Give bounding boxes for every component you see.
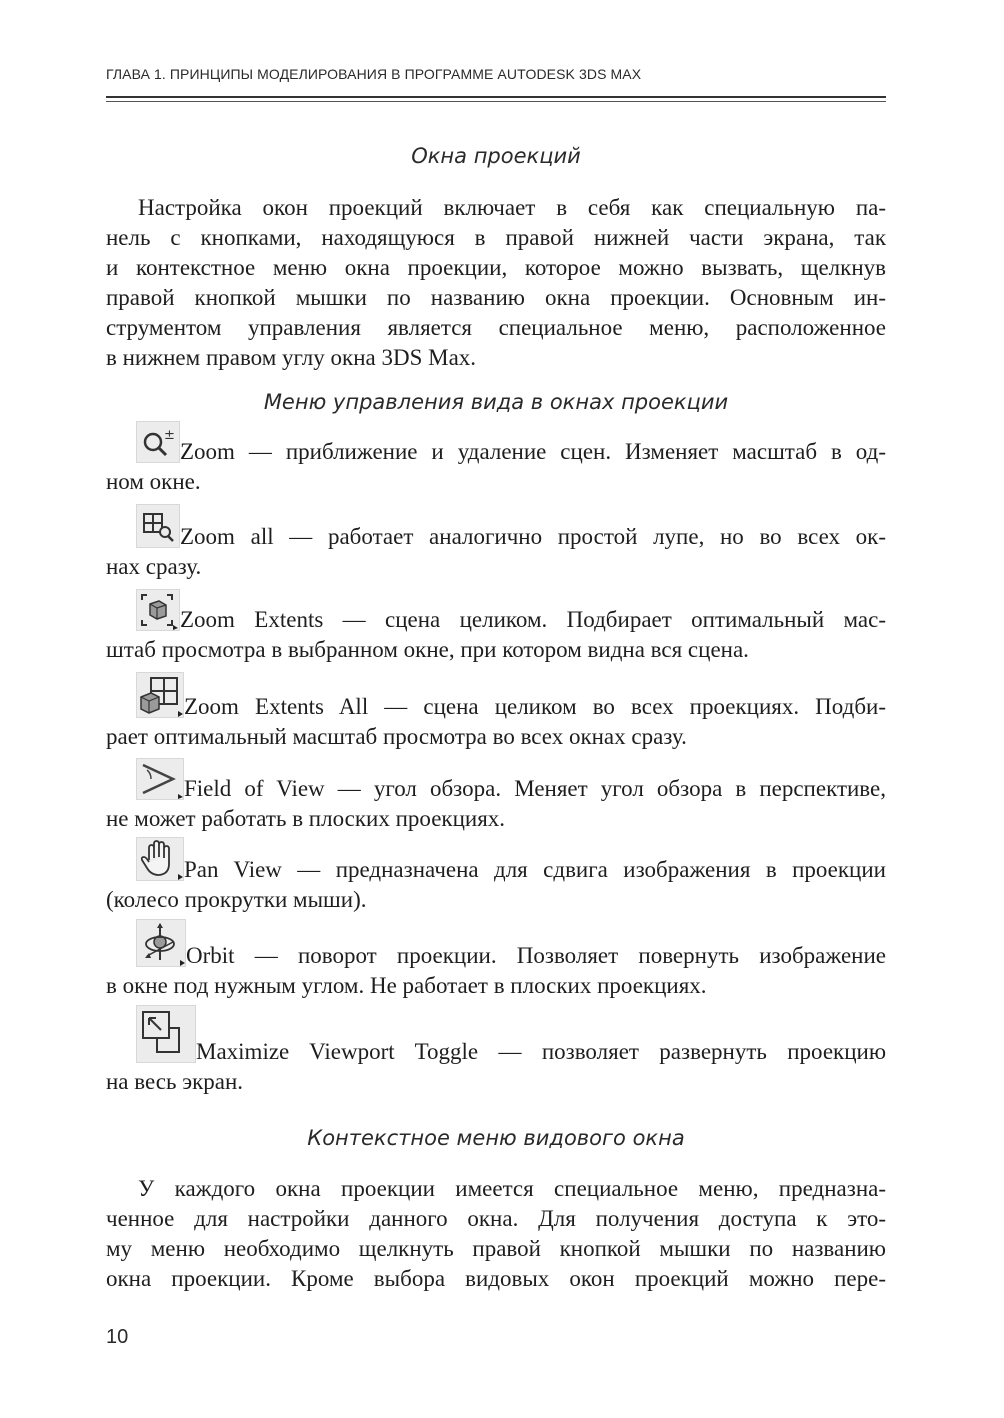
- paragraph-line: правой кнопкой мышки по названию окна проекции. Основным ин-: [106, 285, 886, 310]
- zoom-extents-all-text: Zoom Extents All — сцена целиком во всех проекциях. Подби-: [184, 694, 886, 719]
- maximize-viewport-icon: [136, 1005, 196, 1063]
- zoom-all-text: Zoom all — работает аналогично простой лупе, но во всех ок-: [180, 524, 886, 549]
- orbit-text: Orbit — поворот проекции. Позволяет повернуть изображение: [186, 943, 886, 968]
- entry-pan-view: [106, 853, 886, 915]
- paragraph-context-menu: [106, 1174, 886, 1294]
- section-heading-view-menu: Меню управления вида в окнах проекции: [263, 390, 729, 414]
- pan-view-text-cont: (колесо прокрутки мыши).: [106, 887, 367, 912]
- paragraph-line: ченное для настройки данного окна. Для получения доступа к это-: [106, 1206, 886, 1231]
- field-of-view-text: Field of View — угол обзора. Меняет угол обзора в перспективе,: [184, 776, 886, 801]
- entry-field-of-view: [106, 772, 886, 834]
- entry-zoom-extents-all: [106, 690, 886, 752]
- svg-text:±: ±: [164, 428, 175, 443]
- entry-zoom: [106, 428, 886, 497]
- paragraph-viewports: [106, 193, 886, 373]
- zoom-extents-text: Zoom Extents — сцена целиком. Подбирает оптимальный мас-: [180, 607, 886, 632]
- zoom-extents-all-text-cont: рает оптимальный масштаб просмотра во всех окнах сразу.: [106, 724, 687, 749]
- paragraph-line: струментом управления является специальное меню, расположенное: [106, 315, 886, 340]
- orbit-icon: [136, 919, 186, 967]
- entry-maximize-viewport: [106, 1035, 886, 1097]
- paragraph-line: Настройка окон проекций включает в себя как специальную па-: [138, 195, 886, 220]
- zoom-all-text-cont: нах сразу.: [106, 554, 202, 579]
- zoom-text: Zoom — приближение и удаление сцен. Изменяет масштаб в од-: [180, 439, 886, 464]
- section-heading-context-menu: Контекстное меню видового окна: [307, 1126, 685, 1150]
- section-heading-viewports: Окна проекций: [411, 144, 581, 168]
- running-header: ГЛАВА 1. ПРИНЦИПЫ МОДЕЛИРОВАНИЯ В ПРОГРАММЕ AUTODESK 3DS MAX: [106, 66, 642, 82]
- pan-view-text: Pan View — предназначена для сдвига изображения в проекции: [184, 857, 886, 882]
- zoom-extents-text-cont: штаб просмотра в выбранном окне, при котором видна вся сцена.: [106, 637, 749, 662]
- entry-zoom-all: [106, 520, 886, 582]
- paragraph-line: У каждого окна проекции имеется специальное меню, предназна-: [138, 1176, 886, 1201]
- paragraph-line: окна проекции. Кроме выбора видовых окон проекций можно пере-: [106, 1266, 886, 1291]
- header-rule-thick: [106, 96, 886, 98]
- entry-orbit: [106, 939, 886, 1001]
- zoom-icon: [136, 421, 180, 463]
- zoom-extents-icon: [136, 589, 180, 631]
- zoom-all-icon: [136, 504, 180, 548]
- maximize-viewport-text-cont: на весь экран.: [106, 1069, 244, 1094]
- orbit-text-cont: в окне под нужным углом. Не работает в плоских проекциях.: [106, 973, 707, 998]
- paragraph-line: в нижнем правом углу окна 3DS Max.: [106, 345, 477, 370]
- page-number: 10: [106, 1326, 129, 1348]
- header-rule-thin: [106, 101, 886, 102]
- field-of-view-text-cont: не может работать в плоских проекциях.: [106, 806, 506, 831]
- pan-view-icon: [136, 837, 184, 881]
- entry-zoom-extents: [106, 603, 886, 665]
- paragraph-line: нель с кнопками, находящуюся в правой нижней части экрана, так: [106, 225, 886, 250]
- paragraph-line: му меню необходимо щелкнуть правой кнопкой мышки по названию: [106, 1236, 886, 1261]
- maximize-viewport-text: Maximize Viewport Toggle — позволяет развернуть проекцию: [196, 1039, 886, 1064]
- paragraph-line: и контекстное меню окна проекции, которое можно вызвать, щелкнув: [106, 255, 886, 280]
- zoom-text-cont: ном окне.: [106, 469, 201, 494]
- field-of-view-icon: [136, 758, 184, 800]
- zoom-extents-all-icon: [136, 672, 184, 718]
